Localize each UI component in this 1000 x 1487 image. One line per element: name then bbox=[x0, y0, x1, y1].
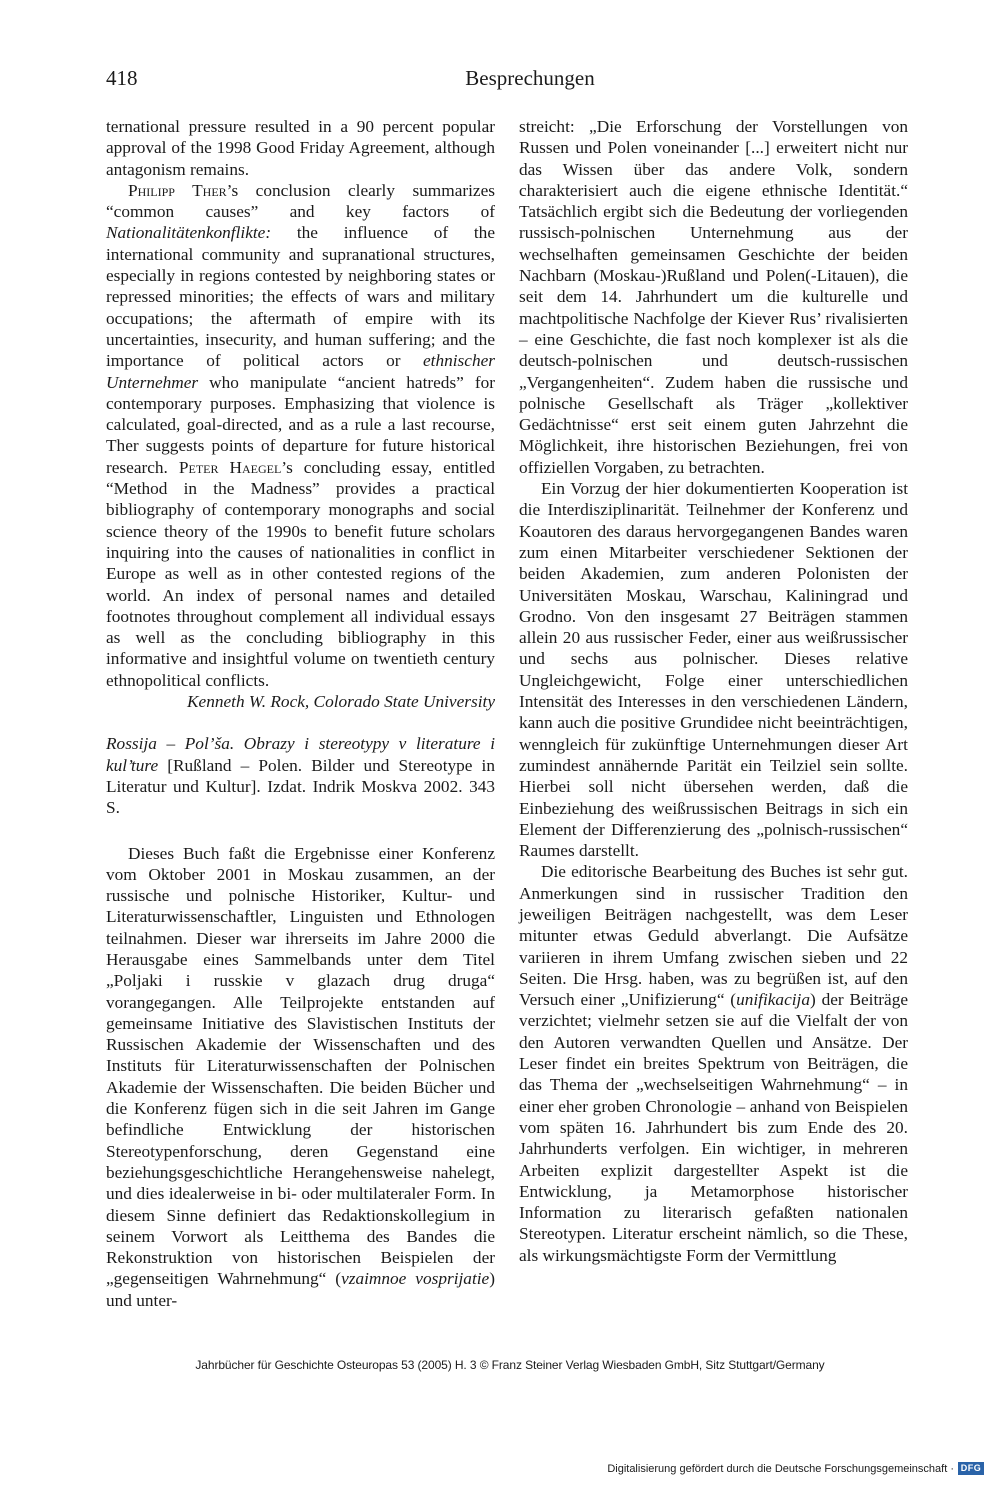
author-name: Philipp Ther bbox=[128, 180, 227, 200]
text-run: ) der Beiträge verzichtet; vielmehr setzen sie auf die Vielfalt der von den Autoren verwandten Quellen und Ansätze. Der Leser findet ein breites Spektrum von Beiträgen, die das Thema der „wechselseitigen Wahrnehmung“ – in einer eher groben Chronologie – anhand von Beispielen vom späten 16. Jahrhundert bis zum Ende des 20. Jahrhunderts verfolgen. Ein wichtiger, in mehreren Arbeiten explizit dargestellter Aspekt ist die Entwicklung, ja Metamorphose historischer Information zu literarisch gefaßten nationalen Stereotypen. Literatur erscheint nämlich, so die These, als wirkungsmächtigste Form der Vermittlung bbox=[519, 990, 909, 1265]
term: ethnischer Unternehmer bbox=[106, 351, 495, 392]
digitization-notice bbox=[607, 1462, 984, 1475]
text-run: the influence of the international community and supranational structures, especially in regions contested by neighboring states or repressed minorities; the effects of wars and military occupations; the aftermath of empire with its uncertainties, insecurity, and human suffering; and the importance of political actors or bbox=[106, 223, 495, 371]
text-run: ’s conclusion clearly summarizes “common causes” and key factors of bbox=[106, 180, 495, 222]
reviewer-signature: Kenneth W. Rock, Colorado State University bbox=[187, 692, 495, 712]
text-run: ’s concluding essay, entitled “Method in the Madness” provides a practical bibliography of contemporary monographs and social science theory of the 1990s to benefit future scholars inquiring into the causes of nationalities in conflict in Europe as well as in other contested regions of the world. An index of personal names and detailed footnotes throughout complement all individual essays as well as the concluding bibliography in this informative and insightful volume on twentieth century ethnopolitical conflicts. bbox=[106, 457, 496, 690]
paragraph bbox=[519, 861, 908, 1266]
text-run: Dieses Buch faßt die Ergebnisse einer Konferenz vom Oktober 2001 in Moskau zusammen, an der russische und polnische Historiker, Kultur- und Literaturwissenschaftler, Linguisten und Ethnologen teilnahmen. Dieser war ihrerseits im Jahre 2000 die Herausgabe eines Sammelbands unter dem Titel „Poljaki i russkie v glazach drug druga“ vorangegangen. Alle Teilprojekte entstanden auf gemeinsame Initiative des Slavistischen Instituts der Russischen Akademie der Wissenschaften und des Instituts für Literaturwissenschaften der Polnischen Akademie der Wissenschaften. Die beiden Bücher und die Konferenz fügen sich in die seit Jahren im Gange befindliche Entwicklung der historischen Stereotypenforschung, deren Gegenstand eine beziehungsgeschichtliche Herangehensweise nahelegt, und dies idealerweise in bi- oder multilateraler Form. In diesem Sinne definiert das Redaktionskollegium in seinem Vorwort als Leitthema des Bandes die Rekonstruktion von historischen Beispielen der „gegenseitigen Wahrnehmung“ ( bbox=[106, 843, 495, 1289]
paragraph bbox=[106, 843, 495, 1312]
bibliographic-entry bbox=[106, 733, 495, 818]
author-name: Peter Haegel bbox=[178, 457, 282, 477]
left-column bbox=[106, 116, 495, 1311]
text-run: Die editorische Bearbeitung des Buches ist sehr gut. Anmerkungen sind in russischer Tradition den jeweiligen Beiträgen nachgestellt, was dem Leser mitunter etwas Geduld abverlangt. Die Aufsätze variieren in ihrem Umfang zwischen sieben und 22 Seiten. Die Hrsg. haben, was zu begrüßen ist, auf den Versuch einer „Unifizierung“ ( bbox=[519, 862, 908, 1010]
right-column bbox=[519, 116, 908, 1266]
term: unifikacija bbox=[736, 990, 810, 1010]
paragraph: Ein Vorzug der hier dokumentierten Kooperation ist die Interdisziplinarität. Teilnehmer der Konferenz und Koautoren des daraus hervorgegangenen Bandes waren zum einen Mitarbeiter verschiedener Sektionen der beiden Akademien, zum anderen Polonisten der Universitäten Moskau, Warschau, Kaliningrad und Grodno. Von den insgesamt 27 Beiträgen stammen allein 20 aus russischer Feder, einer aus weißrussischer und sechs aus polnischer. Dieses relative Ungleichgewicht, Folge einer unterschiedlichen Intensität des Interesses in den verschiedenen Ländern, kann auch die positive Grundidee nicht beeinträchtigen, wenngleich für zukünftige Unternehmungen dieser Art zumindest annähernde Parität ein Teilziel sein sollte. Hierbei soll nicht übersehen werden, daß die Einbeziehung des weißrussischen Beitrags in sich ein Element der Differenzierung des „polnisch-russischen“ Raumes darstellt. bbox=[519, 479, 908, 861]
book-title: Nationalitätenkonflikte: bbox=[106, 223, 272, 243]
paragraph: streicht: „Die Erforschung der Vorstellungen von Russen und Polen voneinander [...] erweitert nicht nur das Wissen über das andere Volk, sondern charakterisiert auch die eigene ethnische Identität.“ Tatsächlich ergibt sich die Bedeutung der vorliegenden russisch-polnischen Unternehmung aus der wechselhaften gemeinsamen Geschichte der beiden Nachbarn (Moskau-)Rußland und Polen(-Litauen), die seit dem 14. Jahrhundert um die kulturelle und machtpolitische Nachfolge der Kiever Rus’ rivalisierten – eine Geschichte, die fast noch komplexer ist als die deutsch-polnischen und deutsch-russischen „Vergangenheiten“. Zudem haben die russische und polnische Gesellschaft als Träger „kollektiver Gedächtnisse“ erst seit einem guten Jahrzehnt die Möglichkeit, ihre historischen Beziehungen, frei von offiziellen Vorgaben, zu betrachten. bbox=[519, 117, 908, 477]
text-run: ) und unter- bbox=[106, 1269, 495, 1310]
running-head: Besprechungen bbox=[465, 66, 595, 90]
term: vzaimnoe vosprijatie bbox=[341, 1269, 490, 1289]
book-title: Rossija – Pol’ša. Obrazy i stereotypy v literature i kul’ture bbox=[106, 734, 495, 775]
page-number: 418 bbox=[106, 66, 138, 90]
dfg-logo-icon: DFG bbox=[958, 1462, 984, 1475]
text-run: who manipulate “ancient hatreds” for contemporary purposes. Emphasizing that violence is calculated, goal-directed, and as a rule a last recourse, Ther suggests points of departure for future historical research. bbox=[106, 372, 495, 477]
paragraph: ternational pressure resulted in a 90 percent popular approval of the 1998 Good Friday Agreement, although antagonism remains. bbox=[106, 117, 495, 179]
text-run: [Rußland – Polen. Bilder und Stereotype in Literatur und Kultur]. Izdat. Indrik Moskva 2002. 343 S. bbox=[106, 755, 495, 818]
journal-footer: Jahrbücher für Geschichte Osteuropas 53 (2005) H. 3 © Franz Steiner Verlag Wiesbaden GmbH, Sitz Stuttgart/Germany bbox=[195, 1358, 825, 1372]
digitization-text: Digitalisierung gefördert durch die Deutsche Forschungsgemeinschaft · bbox=[607, 1462, 954, 1475]
paragraph bbox=[106, 180, 495, 691]
